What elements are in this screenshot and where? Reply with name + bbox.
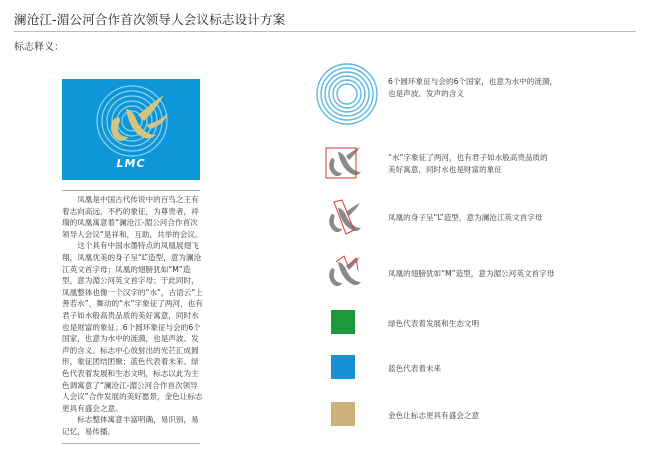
rings-icon	[313, 60, 381, 128]
description-text	[62, 194, 204, 437]
section-label: 标志释义：	[14, 42, 64, 53]
legend-text-line: 凤凰的身子呈“L”造型，意为澜沧江英文首字母	[388, 213, 543, 222]
divider	[62, 190, 200, 191]
green-swatch	[331, 310, 355, 334]
water-character-icon	[322, 142, 364, 184]
gold-swatch	[331, 402, 355, 426]
legend-text-line: “水”字象征了两河，也有君子如水般高贵品质的	[388, 153, 548, 162]
lmc-logo	[62, 79, 200, 180]
description-paragraph: 这个具有中国水墨特点的凤凰展翅飞翔，凤凰优美的身子呈“L”造型，意为澜沧江英文首字母；凤凰的翅膀犹如“M”造型，意为湄公河英文首字母；于此同时，凤凰整体也像一个汉字的“水”，古语云“上善若水”，舞动的“水”字象征了两河，也有君子如水般高贵品质的美好寓意，同时水也是财富的象征；6个圆环象征与会的6个国家，也意为水中的涟漪，也是声波、发声的含义。标志中心放射出的光芒汇成圆形，象征团结团聚；蓝色代表着未来、绿色代表着发展和生态文明，标志以此为主色调寓意了“澜沧江-湄公河合作首次领导人会议”合作发展的美好愿景，金色让标志更具有盛会之意。	[62, 241, 203, 413]
description-paragraph: 凤凰是中国古代传说中的百鸟之王有着志向高远、不朽的象征，为尊贵者，祥瑞的凤凰寓意着“澜沧江-湄公河合作首次领导人会议“是祥和，互助，共举的会议。	[62, 195, 203, 239]
description-paragraph: 标志整体寓意丰富明确，易识别，易记忆，易传播。	[62, 415, 199, 436]
legend-text-line: 金色让标志更具有盛会之意	[388, 411, 480, 420]
phoenix-wings-icon	[322, 252, 364, 294]
blue-swatch	[331, 355, 355, 379]
logo-wordmark: LMC	[116, 157, 146, 170]
page-title: 澜沧江-湄公河合作首次领导人会议标志设计方案	[14, 12, 286, 27]
divider	[62, 443, 200, 444]
legend-text-line: 蓝色代表着未来	[388, 364, 442, 373]
legend-text-line: 绿色代表着发展和生态文明	[388, 319, 480, 328]
legend-text-line: 凤凰的翅膀犹如“M”造型，意为湄公河英文首字母	[388, 269, 555, 278]
legend-text-line: 也是声波、发声的含义	[388, 88, 464, 98]
phoenix-body-icon	[322, 196, 364, 240]
title-divider	[14, 31, 636, 32]
legend-text-line: 美好寓意，同时水也是财富的象征	[388, 164, 502, 174]
legend-text-line: 6个圆环象征与会的6个国家，也意为水中的涟漪，	[388, 77, 558, 86]
